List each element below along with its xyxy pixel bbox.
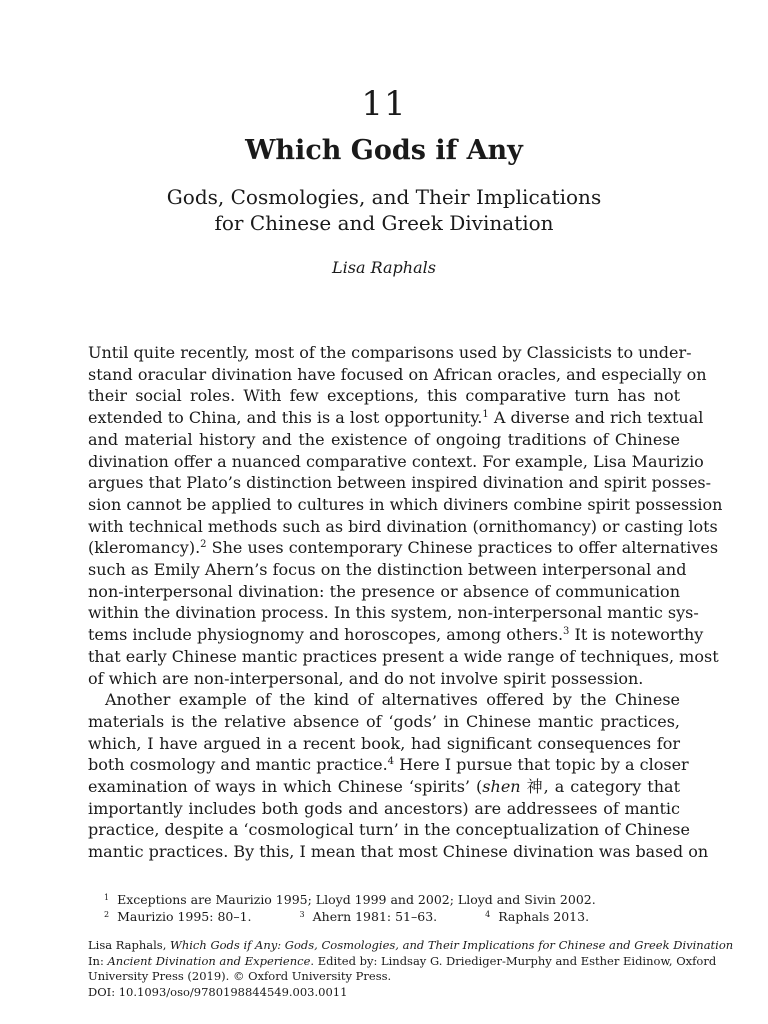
footnote-number: 3	[299, 910, 305, 919]
citation-line: University Press (2019). © Oxford University Press.	[88, 969, 392, 983]
text-line: of which are non-interpersonal, and do not involve spirit possession.	[88, 668, 644, 688]
text-line: within the divination process. In this system, non-interpersonal mantic sys-	[88, 603, 699, 623]
text-line: tems include physiognomy and horoscopes, among others.$^3$ It is noteworthy	[88, 625, 704, 645]
text-line: sion cannot be applied to cultures in which diviners combine spirit possession	[88, 494, 723, 514]
text-line: divination offer a nuanced comparative context. For example, Lisa Maurizio	[88, 451, 704, 471]
text-line: that early Chinese mantic practices present a wide range of techniques, most	[88, 646, 719, 666]
text-line: both cosmology and mantic practice.$^4$ Here I pursue that topic by a closer	[88, 755, 689, 775]
citation-line: In: Ancient Divination and Experience. Edited by: Lindsay G. Driediger-Murphy and Esther Eidinow, Oxford	[88, 953, 717, 968]
footnotes	[104, 891, 684, 925]
subtitle-line: for Chinese and Greek Divination	[214, 211, 554, 235]
text-line: materials is the relative absence of ‘gods’ in Chinese mantic practices,	[88, 711, 680, 731]
text-line: such as Emily Ahern’s focus on the distinction between interpersonal and	[88, 560, 687, 580]
footnote-ref[interactable]: 4	[387, 756, 395, 768]
citation-block	[88, 938, 734, 1000]
text-line: their social roles. With few exceptions, this comparative turn has not	[88, 386, 680, 406]
text-line: with technical methods such as bird divination (ornithomancy) or casting lots	[88, 516, 718, 536]
body-text	[88, 342, 723, 863]
footnote-number: 2	[104, 910, 110, 919]
text-line: (kleromancy).$^2$ She uses contemporary Chinese practices to offer alternatives	[88, 538, 719, 558]
footnote-ref[interactable]: 1	[482, 409, 489, 421]
author-name: Lisa Raphals	[332, 258, 436, 277]
text-line: extended to China, and this is a lost opportunity.$^1$ A diverse and rich textual	[88, 408, 704, 428]
text-line: importantly includes both gods and ancestors) are addressees of mantic	[88, 798, 680, 818]
citation-line: Lisa Raphals, Which Gods if Any: Gods, Cosmologies, and Their Implications for Chinese and Greek Divination	[88, 938, 734, 952]
text-line: which, I have argued in a recent book, had significant consequences for	[88, 733, 680, 753]
text-line: stand oracular divination have focused on African oracles, and especially on	[88, 364, 707, 384]
text-line: practice, despite a ‘cosmological turn’ in the conceptualization of Chinese	[88, 820, 690, 840]
footnote-number: 4	[485, 910, 491, 919]
chapter-subtitle	[0, 184, 768, 236]
doi-link[interactable]: DOI: 10.1093/oso/9780198844549.003.0011	[88, 984, 348, 999]
text-line: Another example of the kind of alternatives offered by the Chinese	[105, 690, 680, 710]
footnote-ref[interactable]: 2	[200, 539, 207, 551]
text-line: mantic practices. By this, I mean that most Chinese divination was based on	[88, 842, 709, 862]
footnote-ref[interactable]: 3	[563, 626, 570, 638]
text-line: argues that Plato’s distinction between inspired divination and spirit posses-	[88, 473, 712, 493]
text-line: Until quite recently, most of the comparisons used by Classicists to under-	[88, 343, 692, 362]
text-line: non-interpersonal divination: the presence or absence of communication	[88, 581, 680, 601]
text-line: and material history and the existence of ongoing traditions of Chinese	[88, 429, 680, 449]
chapter-number: 11	[361, 84, 407, 124]
chapter-title: Which Gods if Any	[245, 135, 523, 166]
subtitle-line: Gods, Cosmologies, and Their Implications	[166, 185, 602, 209]
footnote-number: 1	[104, 893, 110, 902]
text-line: examination of ways in which Chinese ‘spirits’ (shen 神, a category that	[88, 777, 681, 797]
footnote: $^2$ Maurizio 1995: 80–1. $^3$ Ahern 1981: 51–63. $^4$ Raphals 2013.	[104, 909, 590, 924]
footnote: $^1$ Exceptions are Maurizio 1995; Lloyd 1999 and 2002; Lloyd and Sivin 2002.	[104, 892, 596, 907]
